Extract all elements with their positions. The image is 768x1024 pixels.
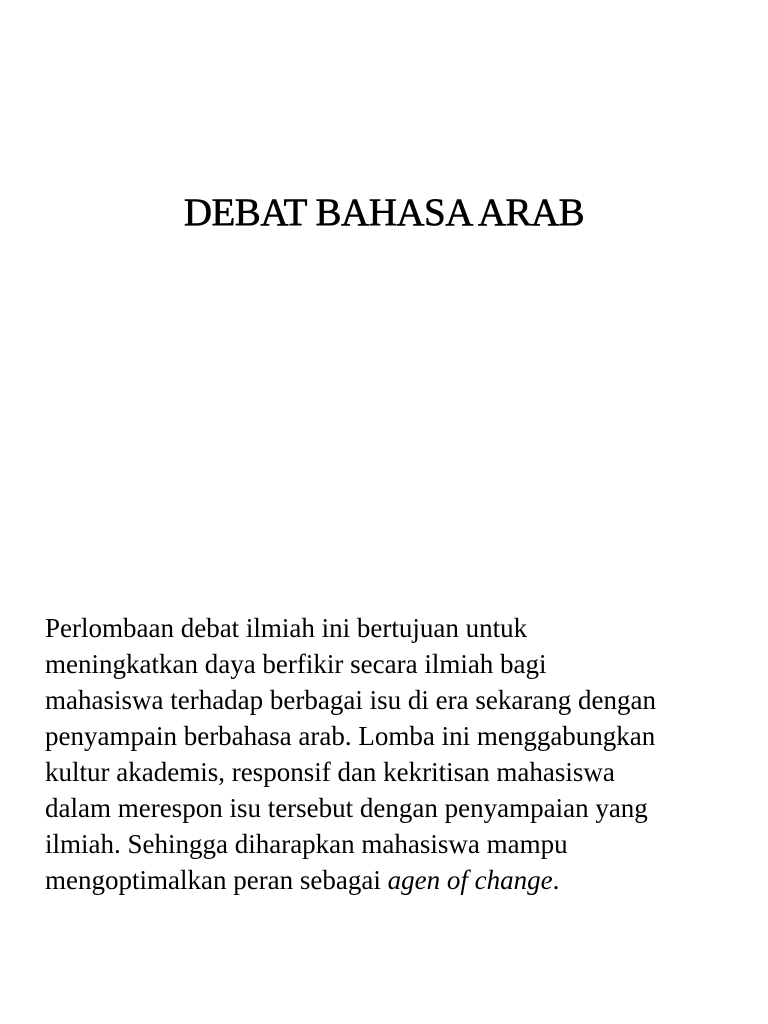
- paragraph-line: mahasiswa terhadap berbagai isu di era sekarang dengan: [45, 685, 656, 715]
- paragraph-line: meningkatkan daya berfikir secara ilmiah bagi: [45, 649, 547, 679]
- body-paragraph: [45, 610, 735, 898]
- document-title: DEBAT BAHASA ARAB: [183, 191, 585, 234]
- paragraph-last-line: [45, 862, 735, 898]
- last-line-prefix: mengoptimalkan peran sebagai: [45, 865, 388, 895]
- paragraph-line: kultur akademis, responsif dan kekritisan mahasiswa: [45, 757, 615, 787]
- paragraph-line: Perlombaan debat ilmiah ini bertujuan untuk: [45, 613, 528, 643]
- italic-phrase: agen of change: [387, 865, 553, 895]
- paragraph-line: penyampain berbahasa arab. Lomba ini menggabungkan: [45, 721, 656, 751]
- last-line-suffix: .: [552, 865, 560, 895]
- paragraph-line: ilmiah. Sehingga diharapkan mahasiswa mampu: [45, 829, 568, 859]
- paragraph-line: dalam merespon isu tersebut dengan penyampaian yang: [45, 793, 648, 823]
